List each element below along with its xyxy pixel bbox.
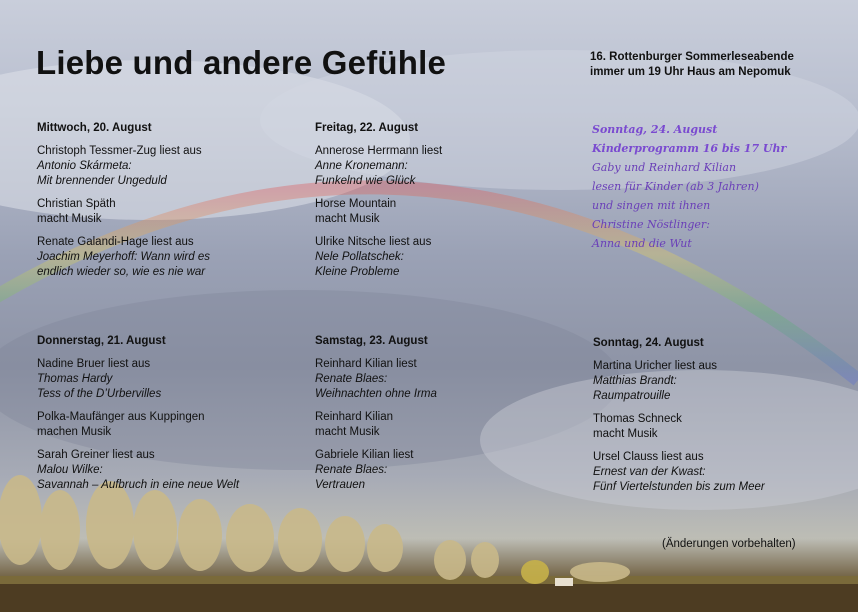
program-entry — [37, 410, 297, 440]
entry-line: Reinhard Kilian — [315, 411, 393, 423]
program-entry — [315, 144, 575, 189]
subtitle-line: 16. Rottenburger Sommerleseabende — [590, 51, 794, 63]
book-line: Renate Blaes: — [315, 373, 388, 385]
book-line: Joachim Meyerhoff: Wann wird es — [37, 251, 210, 263]
program-entry — [315, 235, 575, 280]
day-block-freitag — [315, 121, 575, 288]
page-title: Liebe und andere Gefühle — [36, 44, 447, 81]
entry-line: Polka-Maufänger aus Kuppingen — [37, 411, 205, 423]
book-line: Antonio Skármeta: — [37, 160, 132, 172]
kids-line: lesen für Kinder (ab 3 Jahren) — [592, 180, 759, 193]
entry-line: macht Musik — [593, 428, 658, 440]
kids-book-title: Anna und die Wut — [592, 237, 692, 250]
program-entry — [315, 448, 575, 493]
book-line: Matthias Brandt: — [593, 375, 677, 387]
entry-line: Ulrike Nitsche liest aus — [315, 236, 432, 248]
program-entry — [315, 357, 575, 402]
entry-line: Christoph Tessmer-Zug liest aus — [37, 145, 202, 157]
entry-line: machen Musik — [37, 426, 112, 438]
kids-time: Kinderprogramm 16 bis 17 Uhr — [592, 142, 787, 155]
program-entry — [593, 412, 853, 442]
book-line: Weihnachten ohne Irma — [315, 388, 437, 400]
book-line: Nele Pollatschek: — [315, 251, 404, 263]
book-line: Ernest van der Kwast: — [593, 466, 706, 478]
day-block-sonntag — [593, 336, 853, 503]
book-line: endlich wieder so, wie es nie war — [37, 266, 206, 278]
entry-line: Renate Galandi-Hage liest aus — [37, 236, 194, 248]
book-line: Savannah – Aufbruch in eine neue Welt — [37, 479, 240, 491]
entry-line: macht Musik — [37, 213, 102, 225]
event-subtitle — [590, 50, 794, 80]
day-heading: Freitag, 22. August — [315, 122, 419, 134]
changes-note: (Änderungen vorbehalten) — [662, 538, 796, 550]
entry-line: macht Musik — [315, 426, 380, 438]
kids-day: Sonntag, 24. August — [592, 123, 718, 136]
day-heading: Samstag, 23. August — [315, 335, 428, 347]
kids-line: und singen mit ihnen — [592, 199, 711, 212]
kids-program — [592, 120, 852, 253]
subtitle-line: immer um 19 Uhr Haus am Nepomuk — [590, 66, 791, 78]
entry-line: Thomas Schneck — [593, 413, 682, 425]
day-heading: Sonntag, 24. August — [593, 337, 704, 349]
entry-line: Reinhard Kilian liest — [315, 358, 417, 370]
entry-line: Annerose Herrmann liest — [315, 145, 443, 157]
entry-line: macht Musik — [315, 213, 380, 225]
day-block-donnerstag — [37, 334, 297, 501]
book-line: Tess of the D’Urbervilles — [37, 388, 162, 400]
book-line: Anne Kronemann: — [315, 160, 408, 172]
day-block-mittwoch — [37, 121, 297, 288]
book-line: Vertrauen — [315, 479, 366, 491]
program-entry — [37, 235, 297, 280]
program-entry — [37, 448, 297, 493]
book-line: Fünf Viertelstunden bis zum Meer — [593, 481, 765, 493]
book-line: Renate Blaes: — [315, 464, 388, 476]
entry-line: Nadine Bruer liest aus — [37, 358, 151, 370]
day-block-samstag — [315, 334, 575, 501]
day-heading: Mittwoch, 20. August — [37, 122, 152, 134]
book-line: Thomas Hardy — [37, 373, 113, 385]
entry-line: Ursel Clauss liest aus — [593, 451, 704, 463]
program-entry — [593, 359, 853, 404]
book-line: Mit brennender Ungeduld — [37, 175, 167, 187]
day-heading: Donnerstag, 21. August — [37, 335, 166, 347]
book-line: Kleine Probleme — [315, 266, 400, 278]
entry-line: Gabriele Kilian liest — [315, 449, 414, 461]
kids-book-author: Christine Nöstlinger: — [592, 218, 710, 231]
program-entry — [37, 197, 297, 227]
program-entry — [315, 197, 575, 227]
entry-line: Martina Uricher liest aus — [593, 360, 717, 372]
program-entry — [315, 410, 575, 440]
program-entry — [593, 450, 853, 495]
program-entry — [37, 144, 297, 189]
book-line: Funkelnd wie Glück — [315, 175, 416, 187]
book-line: Raumpatrouille — [593, 390, 671, 402]
book-line: Malou Wilke: — [37, 464, 103, 476]
entry-line: Sarah Greiner liest aus — [37, 449, 155, 461]
entry-line: Horse Mountain — [315, 198, 397, 210]
program-entry — [37, 357, 297, 402]
entry-line: Christian Späth — [37, 198, 116, 210]
kids-line: Gaby und Reinhard Kilian — [592, 161, 737, 174]
